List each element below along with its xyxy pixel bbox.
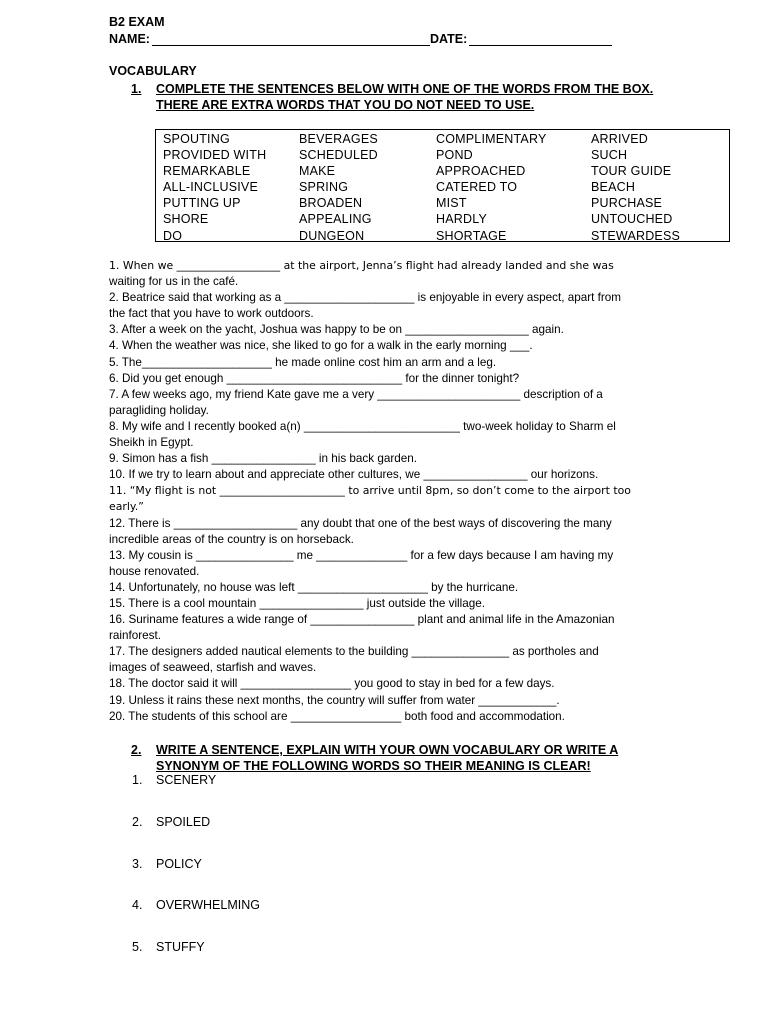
sentence-line: 12. There is ___________________ any doubt that one of the best ways of discovering the many — [109, 516, 612, 530]
synonym-item-word: SPOILED — [156, 814, 211, 829]
sentence-line: 14. Unfortunately, no house was left ____________________ by the hurricane. — [109, 580, 519, 594]
word-box-item: SHORE — [163, 212, 209, 227]
word-grid — [163, 131, 711, 244]
sentence-list — [109, 258, 689, 725]
sentence-line: 16. Suriname features a wide range of ________________ plant and animal life in the Amazonian — [109, 613, 615, 627]
sentence-line: 9. Simon has a fish ________________ in his back garden. — [109, 452, 417, 466]
part1-instruction — [156, 81, 716, 113]
sentence-line: 13. My cousin is _______________ me ______________ for a few days because I am having my — [109, 548, 614, 562]
word-box-item: TOUR GUIDE — [591, 164, 672, 179]
word-box-item: PURCHASE — [591, 196, 663, 211]
synonym-item — [132, 815, 210, 829]
sentence-line: incredible areas of the country is on horseback. — [109, 532, 354, 546]
word-box-item: SCHEDULED — [299, 148, 378, 163]
word-box-item: BEACH — [591, 180, 636, 195]
word-box-item: UNTOUCHED — [591, 212, 673, 227]
part1-instruction-line2: THERE ARE EXTRA WORDS THAT YOU DO NOT NEED TO USE. — [156, 98, 535, 112]
sentence-line: 6. Did you get enough ___________________________ for the dinner tonight? — [109, 371, 520, 385]
word-box-item: PUTTING UP — [163, 196, 241, 211]
sentence-line: 3. After a week on the yacht, Joshua was happy to be on ___________________ again. — [109, 323, 564, 337]
section-title: VOCABULARY — [109, 64, 197, 78]
name-field[interactable] — [152, 45, 430, 46]
word-box-item: DUNGEON — [299, 228, 365, 243]
word-box-item: MIST — [436, 196, 467, 211]
sentence-line: 10. If we try to learn about and appreciate other cultures, we ________________ our horizons. — [109, 468, 599, 482]
sentence-line: 11. “My flight is not _______________________ to arrive until 8pm, so don’t come to the airport too — [109, 484, 631, 498]
synonym-item-word: SCENERY — [156, 773, 217, 787]
sentence-line: 5. The____________________ he made online cost him an arm and a leg. — [109, 355, 497, 369]
synonym-item-number: 5. — [132, 940, 143, 955]
part1-instruction-line1: COMPLETE THE SENTENCES BELOW WITH ONE OF THE WORDS FROM THE BOX. — [156, 82, 654, 96]
sentence-line: 2. Beatrice said that working as a ____________________ is enjoyable in every aspect, apart from — [109, 291, 621, 305]
word-box-item: POND — [436, 148, 473, 163]
word-box-item: BROADEN — [299, 196, 363, 211]
sentence-line: 19. Unless it rains these next months, the country will suffer from water ____________. — [109, 693, 560, 707]
word-box-item: CATERED TO — [436, 180, 518, 195]
word-box-item: PROVIDED WITH — [163, 148, 267, 163]
synonym-item-number: 1. — [132, 773, 143, 787]
synonym-item-word: OVERWHELMING — [156, 898, 260, 913]
word-box-item: SHORTAGE — [436, 228, 507, 243]
synonym-item — [132, 898, 260, 912]
word-box-item: STEWARDESS — [591, 228, 681, 243]
word-box-item: ARRIVED — [591, 132, 648, 146]
word-box-item: SUCH — [591, 148, 628, 163]
word-box-item: DO — [163, 228, 183, 243]
sentence-line: the fact that you have to work outdoors. — [109, 307, 314, 321]
sentence-line: rainforest. — [109, 629, 161, 643]
word-box-item: MAKE — [299, 164, 336, 179]
synonym-item-number: 3. — [132, 856, 143, 871]
word-box-item: SPRING — [299, 180, 349, 195]
date-label: DATE: — [430, 32, 468, 46]
sentence-line: 7. A few weeks ago, my friend Kate gave me a very ______________________ description of a — [109, 387, 603, 401]
synonym-item-word: STUFFY — [156, 940, 205, 955]
part2-number: 2. — [131, 743, 142, 757]
part2-instruction-line2: SYNONYM OF THE FOLLOWING WORDS SO THEIR MEANING IS CLEAR! — [156, 759, 591, 773]
sentence-line: 1. When we ___________________ at the airport, Jenna’s flight had already landed and she was — [109, 259, 614, 272]
name-label: NAME: — [109, 32, 150, 46]
sentence-line: 15. There is a cool mountain ________________ just outside the village. — [109, 596, 486, 610]
sentence-line: 17. The designers added nautical elements to the building _______________ as portholes and — [109, 645, 599, 659]
sentence-line: 20. The students of this school are _________________ both food and accommodation. — [109, 709, 565, 723]
sentence-line: waiting for us in the café. — [109, 275, 239, 289]
word-box-item: ALL-INCLUSIVE — [163, 180, 258, 195]
synonym-item — [132, 773, 216, 787]
sentence-line: 18. The doctor said it will _________________ you good to stay in bed for a few days. — [109, 677, 555, 691]
word-box-item: HARDLY — [436, 212, 487, 227]
synonym-item-number: 4. — [132, 898, 143, 913]
sentence-line: 8. My wife and I recently booked a(n) ________________________ two-week holiday to Sharm el — [109, 419, 616, 433]
word-box-item: REMARKABLE — [163, 164, 251, 179]
sentence-line: paragliding holiday. — [109, 403, 209, 417]
synonym-item-word: POLICY — [156, 856, 202, 871]
exam-title: B2 EXAM — [109, 15, 165, 29]
word-box — [155, 129, 730, 242]
word-box-item: SPOUTING — [163, 132, 230, 146]
word-box-item: COMPLIMENTARY — [436, 132, 547, 146]
sentence-line: images of seaweed, starfish and waves. — [109, 661, 317, 675]
sentence-line: 4. When the weather was nice, she liked to go for a walk in the early morning ___. — [109, 339, 533, 353]
word-box-item: BEVERAGES — [299, 132, 378, 146]
synonym-item — [132, 940, 205, 954]
synonym-item-number: 2. — [132, 814, 143, 829]
synonym-item — [132, 857, 202, 871]
sentence-line: house renovated. — [109, 564, 200, 578]
part2-instruction — [156, 742, 716, 774]
part1-number: 1. — [131, 82, 142, 96]
sentence-line: Sheikh in Egypt. — [109, 436, 194, 450]
sentence-line: early.” — [109, 500, 144, 514]
word-box-item: APPROACHED — [436, 164, 526, 179]
date-field[interactable] — [469, 45, 612, 46]
word-box-item: APPEALING — [299, 212, 372, 227]
part2-instruction-line1: WRITE A SENTENCE, EXPLAIN WITH YOUR OWN VOCABULARY OR WRITE A — [156, 743, 619, 757]
